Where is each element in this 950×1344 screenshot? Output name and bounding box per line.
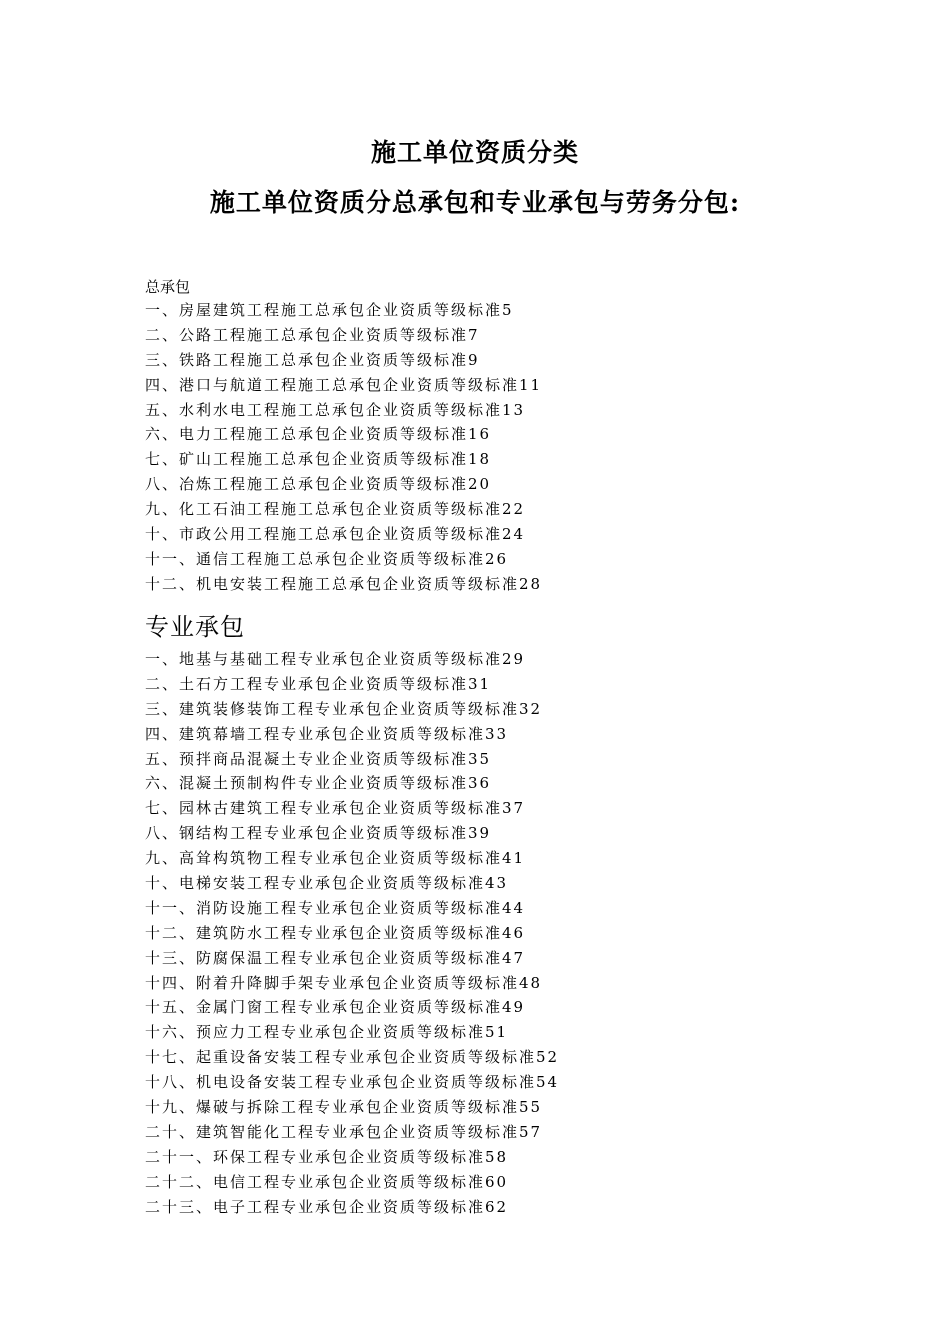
toc-entry: 十、电梯安装工程专业承包企业资质等级标准43 — [145, 874, 509, 893]
toc-entry: 四、建筑幕墙工程专业承包企业资质等级标准33 — [145, 724, 509, 743]
toc-entry: 四、港口与航道工程施工总承包企业资质等级标准11 — [145, 375, 543, 394]
toc-entry: 十九、爆破与拆除工程专业承包企业资质等级标准55 — [145, 1098, 543, 1117]
toc-entry: 七、矿山工程施工总承包企业资质等级标准18 — [145, 450, 492, 469]
toc-entry: 七、园林古建筑工程专业承包企业资质等级标准37 — [145, 799, 526, 818]
toc-entry: 九、高耸构筑物工程专业承包企业资质等级标准41 — [145, 849, 526, 868]
toc-entry: 十二、建筑防水工程专业承包企业资质等级标准46 — [145, 923, 526, 942]
toc-entry: 二十三、电子工程专业承包企业资质等级标准62 — [145, 1197, 509, 1216]
toc-entry: 十五、金属门窗工程专业承包企业资质等级标准49 — [145, 998, 526, 1017]
toc-entry: 二十、建筑智能化工程专业承包企业资质等级标准57 — [145, 1122, 543, 1141]
toc-entry: 二十一、环保工程专业承包企业资质等级标准58 — [145, 1147, 509, 1166]
document-title: 施工单位资质分类 — [370, 138, 579, 167]
toc-entry: 十、市政公用工程施工总承包企业资质等级标准24 — [145, 525, 526, 544]
toc-entry: 九、化工石油工程施工总承包企业资质等级标准22 — [145, 500, 526, 519]
toc-entry: 二十二、电信工程专业承包企业资质等级标准60 — [145, 1172, 509, 1191]
specialty-contracting-heading: 专业承包 — [145, 613, 245, 641]
toc-entry: 十一、通信工程施工总承包企业资质等级标准26 — [145, 549, 509, 568]
toc-entry: 十一、消防设施工程专业承包企业资质等级标准44 — [145, 898, 526, 917]
toc-entry: 八、冶炼工程施工总承包企业资质等级标准20 — [145, 475, 492, 494]
general-contracting-list — [145, 298, 542, 597]
toc-entry: 一、房屋建筑工程施工总承包企业资质等级标准5 — [145, 301, 514, 319]
toc-entry: 五、预拌商品混凝土专业企业资质等级标准35 — [145, 749, 492, 768]
toc-entry: 十七、起重设备安装工程专业承包企业资质等级标准52 — [145, 1048, 560, 1067]
toc-entry: 三、铁路工程施工总承包企业资质等级标准9 — [145, 350, 480, 369]
toc-entry: 二、土石方工程专业承包企业资质等级标准31 — [145, 674, 492, 693]
toc-entry: 十二、机电安装工程施工总承包企业资质等级标准28 — [145, 574, 543, 593]
toc-entry: 十四、附着升降脚手架专业承包企业资质等级标准48 — [145, 973, 543, 992]
document-subtitle: 施工单位资质分总承包和专业承包与劳务分包: — [209, 188, 741, 217]
toc-entry: 二、公路工程施工总承包企业资质等级标准7 — [145, 325, 480, 344]
toc-entry: 八、钢结构工程专业承包企业资质等级标准39 — [145, 824, 492, 843]
specialty-contracting-list — [145, 647, 559, 1219]
toc-entry: 十八、机电设备安装工程专业承包企业资质等级标准54 — [145, 1073, 560, 1092]
toc-entry: 五、水利水电工程施工总承包企业资质等级标准13 — [145, 400, 526, 419]
toc-entry: 十六、预应力工程专业承包企业资质等级标准51 — [145, 1023, 509, 1042]
toc-entry: 一、地基与基础工程专业承包企业资质等级标准29 — [145, 650, 526, 668]
toc-entry: 三、建筑装修装饰工程专业承包企业资质等级标准32 — [145, 699, 543, 718]
general-contracting-label: 总承包 — [145, 278, 191, 296]
toc-entry: 十三、防腐保温工程专业承包企业资质等级标准47 — [145, 948, 526, 967]
toc-entry: 六、混凝土预制构件专业企业资质等级标准36 — [145, 774, 492, 793]
toc-entry: 六、电力工程施工总承包企业资质等级标准16 — [145, 425, 492, 444]
